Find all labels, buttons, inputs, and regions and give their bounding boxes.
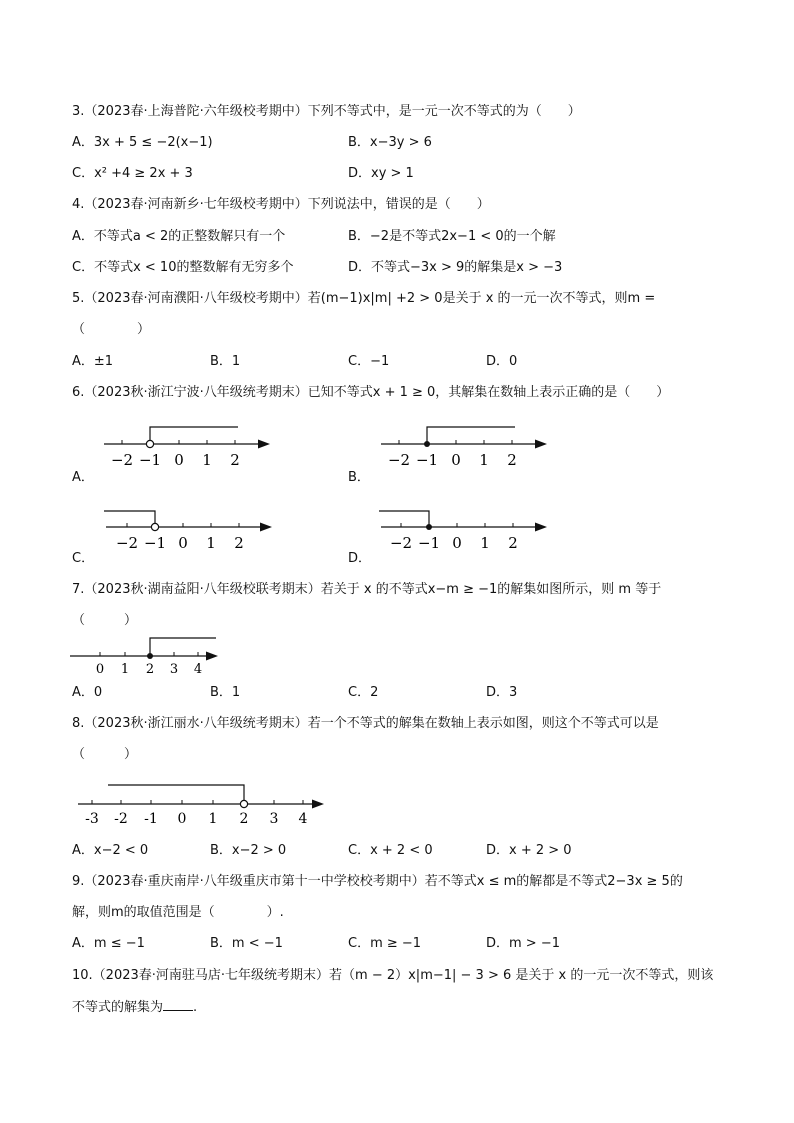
- tick-label: 0: [452, 534, 462, 552]
- q9-option-c[interactable]: C．m ≥ −1: [348, 936, 422, 951]
- axis-arrow: [535, 523, 547, 532]
- tick-label: −1: [415, 451, 439, 469]
- tick-label: −1: [417, 534, 441, 552]
- q6-number-line-d[interactable]: [375, 503, 555, 553]
- tick-label: 0: [178, 534, 188, 552]
- tick-label: 1: [479, 451, 489, 469]
- axis-arrow: [206, 652, 218, 661]
- q6-number-line-b[interactable]: [375, 420, 555, 470]
- q3-option-d[interactable]: D．xy > 1: [348, 166, 414, 181]
- q6-option-b[interactable]: B．: [348, 470, 370, 485]
- axis-arrow: [535, 440, 547, 449]
- q7-option-c[interactable]: C．2: [348, 685, 379, 700]
- tick-label: −1: [143, 534, 167, 552]
- tick-label: 1: [120, 662, 130, 677]
- q7-option-d[interactable]: D．3: [486, 685, 518, 700]
- tick-label: 2: [230, 451, 240, 469]
- tick-label: 4: [298, 811, 308, 826]
- open-endpoint: [240, 800, 247, 807]
- q3-option-a[interactable]: A．3x + 5 ≤ −2(x−1): [72, 135, 213, 150]
- tick-label: −2: [110, 451, 134, 469]
- tick-label: -1: [144, 811, 158, 826]
- tick-label: 1: [202, 451, 212, 469]
- q9-stem: 9.（2023春·重庆南岸·八年级重庆市第十一中学校校考期中）若不等式x ≤ m的解都是不等式2−3x ≥ 5的: [72, 874, 683, 889]
- q8-stem: 8.（2023秋·浙江丽水·八年级统考期末）若一个不等式的解集在数轴上表示如图，则这个不等式可以是: [72, 716, 659, 731]
- q8-option-b[interactable]: B．x−2 > 0: [210, 843, 287, 858]
- tick-label: 1: [208, 811, 218, 826]
- open-endpoint: [146, 440, 153, 447]
- axis-arrow: [258, 440, 270, 449]
- tick-label: 0: [177, 811, 187, 826]
- axis-arrow: [312, 800, 324, 809]
- closed-endpoint: [426, 524, 432, 530]
- q7-answer-paren: （ ）: [72, 613, 138, 628]
- tick-label: 1: [480, 534, 490, 552]
- solution-ray: [379, 511, 429, 527]
- tick-label: 2: [507, 451, 517, 469]
- q5-option-c[interactable]: C．−1: [348, 354, 390, 369]
- tick-label: 3: [169, 662, 179, 677]
- q3-stem: 3.（2023春·上海普陀·六年级校考期中）下列不等式中，是一元一次不等式的为（ ）: [72, 104, 581, 119]
- tick-label: 2: [234, 534, 244, 552]
- q5-answer-paren: （ ）: [72, 322, 151, 337]
- tick-label: −2: [389, 534, 413, 552]
- tick-label: −1: [138, 451, 162, 469]
- q10-answer-blank[interactable]: [163, 998, 193, 1011]
- tick-label: 2: [145, 662, 155, 677]
- q7-stem: 7.（2023秋·湖南益阳·八年级校联考期末）若关于 x 的不等式x−m ≥ −1的解集如图所示，则 m 等于: [72, 582, 662, 597]
- q4-option-a[interactable]: A．不等式a < 2的正整数解只有一个: [72, 229, 286, 244]
- tick-label: 0: [451, 451, 461, 469]
- axis-arrow: [260, 523, 272, 532]
- q10-stem-continued: [72, 998, 197, 1017]
- q7-option-b[interactable]: B．1: [210, 685, 241, 700]
- tick-label: 0: [174, 451, 184, 469]
- tick-label: 2: [239, 811, 249, 826]
- tick-label: 1: [206, 534, 216, 552]
- q10-stem-text: 不等式的解集为: [72, 1000, 164, 1015]
- q5-option-d[interactable]: D．0: [486, 354, 518, 369]
- q8-answer-paren: （ ）: [72, 747, 138, 762]
- q10-stem: 10.（2023春·河南驻马店·七年级统考期末）若（m − 2）x|m−1| − 3 > 6 是关于 x 的一元一次不等式，则该: [72, 968, 714, 983]
- q8-number-line: [76, 778, 332, 826]
- tick-label: 2: [508, 534, 518, 552]
- tick-label: 4: [193, 662, 203, 677]
- tick-label: 3: [269, 811, 279, 826]
- q9-option-b[interactable]: B．m < −1: [210, 936, 283, 951]
- q8-option-c[interactable]: C．x + 2 < 0: [348, 843, 433, 858]
- closed-endpoint: [147, 653, 153, 659]
- tick-label: 0: [95, 662, 105, 677]
- q6-number-line-c[interactable]: [100, 503, 280, 553]
- q4-option-b[interactable]: B．−2是不等式2x−1 < 0的一个解: [348, 229, 556, 244]
- q6-option-c[interactable]: C．: [72, 551, 95, 566]
- q5-stem: 5.（2023春·河南濮阳·八年级校考期中）若(m−1)x|m| +2 > 0是关于 x 的一元一次不等式，则m =: [72, 291, 656, 306]
- tick-label: -2: [114, 811, 128, 826]
- tick-label: −2: [115, 534, 139, 552]
- q7-option-a[interactable]: A．0: [72, 685, 103, 700]
- q4-stem: 4.（2023春·河南新乡·七年级校考期中）下列说法中，错误的是（ ）: [72, 197, 490, 212]
- q4-option-c[interactable]: C．不等式x < 10的整数解有无穷多个: [72, 260, 294, 275]
- q10-period: .: [193, 1000, 198, 1015]
- q6-option-a[interactable]: A．: [72, 470, 94, 485]
- q8-option-a[interactable]: A．x−2 < 0: [72, 843, 149, 858]
- q9-stem-continued: 解，则m的取值范围是（ ）.: [72, 905, 284, 920]
- solution-ray: [427, 427, 515, 444]
- open-endpoint: [151, 523, 158, 530]
- q6-stem: 6.（2023秋·浙江宁波·八年级统考期末）已知不等式x + 1 ≥ 0，其解集在数轴上表示正确的是（ ）: [72, 385, 670, 400]
- closed-endpoint: [424, 441, 430, 447]
- solution-ray: [150, 427, 238, 440]
- q9-option-d[interactable]: D．m > −1: [486, 936, 560, 951]
- q4-option-d[interactable]: D．不等式−3x > 9的解集是x > −3: [348, 260, 563, 275]
- solution-segment: [108, 785, 244, 800]
- q5-option-a[interactable]: A．±1: [72, 354, 114, 369]
- q6-option-d[interactable]: D．: [348, 551, 372, 566]
- q5-option-b[interactable]: B．1: [210, 354, 241, 369]
- solution-ray: [104, 511, 155, 523]
- q8-option-d[interactable]: D．x + 2 > 0: [486, 843, 572, 858]
- q6-number-line-a[interactable]: [98, 420, 278, 470]
- q3-option-b[interactable]: B．x−3y > 6: [348, 135, 432, 150]
- q9-option-a[interactable]: A．m ≤ −1: [72, 936, 145, 951]
- q7-number-line: [70, 632, 230, 678]
- tick-label: −2: [387, 451, 411, 469]
- tick-label: -3: [85, 811, 99, 826]
- q3-option-c[interactable]: C．x² +4 ≥ 2x + 3: [72, 166, 193, 181]
